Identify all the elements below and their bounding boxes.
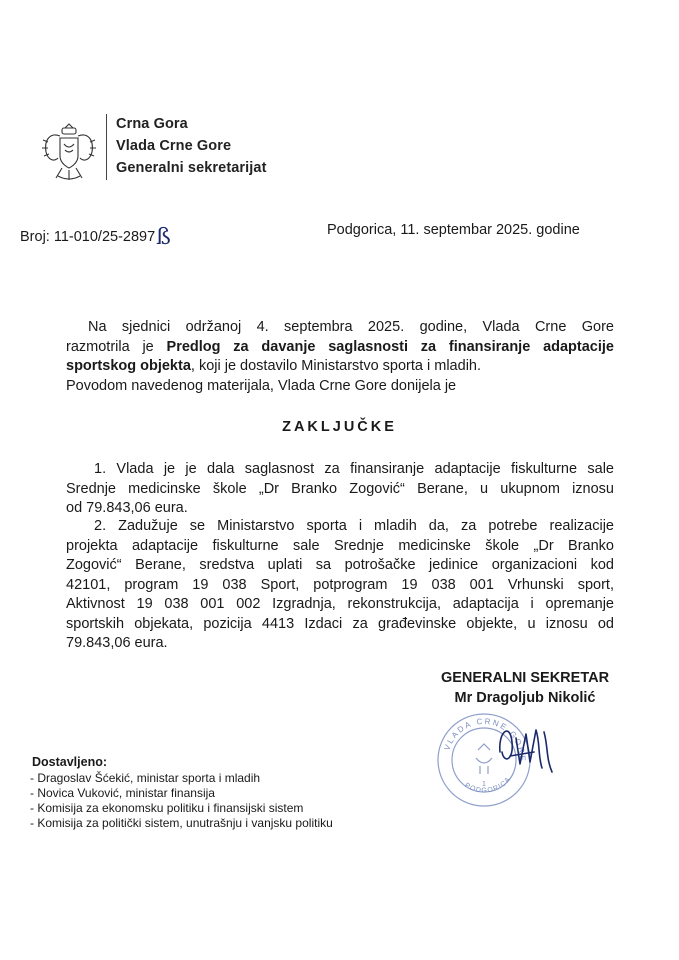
item2-line-3: Zogović“ Berane, sredstva uplati sa potrošačke jedinice organizacioni kod — [66, 557, 614, 573]
item2-line-5: Aktivnost 19 038 001 002 Izgradnja, rekonstrukcija, adaptacija i opremanje — [66, 596, 614, 612]
signatory-title: GENERALNI SEKRETAR — [440, 670, 610, 686]
item1-line-3: od 79.843,06 eura. — [66, 500, 188, 516]
document-number-text: Broj: 11-010/25-2897 — [20, 229, 156, 245]
intro-line-2 — [66, 338, 614, 358]
intro-proposal-title-part-1: Predlog za davanje saglasnosti za finansiranje adaptacije — [166, 338, 614, 355]
signatory-name: Mr Dragoljub Nikolić — [454, 690, 596, 706]
place-and-date: Podgorica, 11. septembar 2025. godine — [327, 222, 580, 238]
stamp-city: PODGORICA — [463, 775, 513, 795]
item2-line-4: 42101, program 19 038 Sport, potprogram 19 038 001 Vrhunski sport, — [66, 576, 614, 593]
item2-line-2: projekta adaptacije fiskulturne sale Srednje medicinske škole „Dr Branko — [66, 537, 614, 554]
conclusions-heading: ZAKLJUČKE — [282, 419, 397, 435]
handwritten-signature-icon — [490, 712, 570, 782]
list-item: - Novica Vuković, ministar finansija — [30, 786, 215, 800]
conclusion-item-1 — [66, 460, 614, 519]
list-item: - Dragoslav Šćekić, ministar sporta i mladih — [30, 771, 261, 785]
intro-line-4: Povodom navedenog materijala, Vlada Crne Gore donijela je — [66, 377, 457, 394]
item2-line-7: 79.843,06 eura. — [66, 635, 168, 651]
document-number — [20, 222, 171, 250]
item1-line-2: Srednje medicinske škole „Dr Branko Zogović“ Berane, u ukupnom iznosu — [66, 480, 614, 497]
intro-proposal-title-part-2: sportskog objekta — [66, 358, 191, 374]
list-item: - Komisija za politički sistem, unutrašnju i vanjsku politiku — [30, 816, 333, 830]
coat-of-arms-icon — [40, 118, 98, 184]
header-government: Vlada Crne Gore — [116, 138, 232, 154]
intro-line-2-text: razmotrila je — [66, 338, 167, 355]
conclusion-item-2 — [66, 517, 614, 654]
list-item: - Komisija za ekonomsku politiku i finansijski sistem — [30, 801, 304, 815]
intro-line-3 — [66, 357, 614, 377]
intro-paragraph — [66, 318, 614, 396]
distribution-list — [30, 771, 333, 831]
intro-line-1: Na sjednici održanoj 4. septembra 2025. godine, Vlada Crne Gore — [88, 319, 614, 335]
item2-line-6: sportskih objekata, pozicija 4413 Izdaci za građevinske objekte, u iznosu od — [66, 615, 614, 632]
header-country: Crna Gora — [116, 116, 188, 132]
header-divider — [106, 114, 107, 180]
distribution-heading: Dostavljeno: — [32, 755, 108, 769]
signature-block — [420, 668, 630, 708]
intro-line-3-text: , koji je dostavilo Ministarstvo sporta i mladih. — [190, 358, 482, 374]
stamp-text: VLADA CRNE GORE — [442, 716, 528, 763]
stamp-number: 1 — [482, 781, 486, 788]
item1-line-1: 1. Vlada je je dala saglasnost za finansiranje adaptacije fiskulturne sale — [94, 461, 614, 477]
document-number-handwritten-mark: ß — [156, 225, 171, 250]
item2-line-1: 2. Zadužuje se Ministarstvo sporta i mladih da, za potrebe realizacije — [94, 518, 614, 534]
header-secretariat: Generalni sekretarijat — [116, 160, 267, 176]
